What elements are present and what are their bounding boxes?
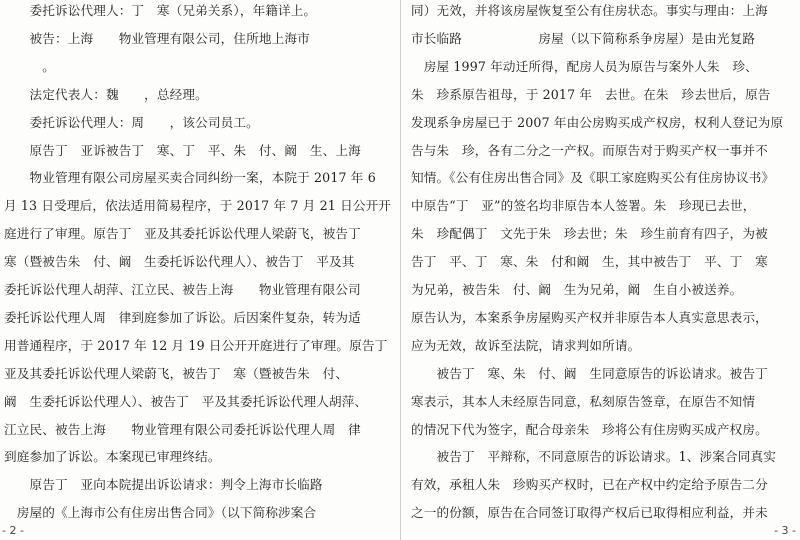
text-line: 亚及其委托诉讼代理人梁蔚飞，被告丁 寒（暨被告朱 付、 [4, 365, 349, 381]
text-line: 物业管理有限公司房屋买卖合同纠纷一案，本院于 2017 年 6 [4, 170, 376, 186]
text-line: 江立民、被告上海 物业管理有限公司委托诉讼代理人周 律 [4, 421, 361, 437]
text-line: 原告丁 亚向本院提出诉讼请求：判令上海市长临路 [4, 477, 323, 493]
text-line: 中原告“丁 亚”的签名均非原告本人签署。朱 珍现已去世， [411, 198, 756, 214]
text-line: 为兄弟，被告朱 付、阚 生为兄弟，阚 生自小被送养。 [411, 282, 743, 297]
text-line: 委托诉讼代理人：周 ，该公司员工。 [4, 114, 259, 130]
right-page-number: - 3 - [774, 524, 796, 537]
text-line: 的情况下代为签字，配合母亲朱 珍将公有住房购买成产权房。 [411, 421, 768, 437]
text-line: 庭进行了审理。原告丁 亚及其委托诉讼代理人梁蔚飞，被告丁 [4, 226, 361, 242]
text-line: 到庭参加了诉讼。本案现已审理终结。 [4, 449, 221, 465]
text-line: 之一的份额，原告在合同签订取得产权后已取得相应利益，并未 [411, 505, 768, 521]
text-line: 原告丁 亚诉被告丁 寒、丁 平、朱 付、阚 生、上海 [4, 142, 361, 158]
text-line: 原告认为，本案系争房屋购买产权并非原告本人真实意思表示， [411, 309, 768, 325]
text-line: 委托诉讼代理人周 律到庭参加了诉讼。后因案件复杂，转为适 [4, 309, 361, 325]
text-line: 市长临路 房屋（以下简称系争房屋）是由光复路 [411, 30, 756, 46]
text-line: 月 13 日受理后，依法适用简易程序，于 2017 年 7 月 21 日公开开 [4, 198, 392, 214]
text-line: 发现系争房屋已于 2007 年由公房购买成产权房，权利人登记为原 [411, 114, 784, 130]
left-page-number: - 2 - [2, 524, 24, 537]
text-line: 被告丁 平辩称，不同意原告的诉讼请求。1、涉案合同真实 [411, 449, 776, 465]
text-line: 告与朱 珍，各有二分之一产权。而原告对于购买产权一事并不 [411, 142, 768, 158]
text-line: 房屋 1997 年动迁所得，配房人员为原告与案外人朱 珍、 [411, 58, 758, 74]
text-line: 被告：上海 物业管理有限公司，住所地上海市 [4, 30, 374, 46]
text-line: 有效，承租人朱 珍购买产权时，已在产权中约定给予原告二分 [411, 477, 768, 493]
text-line: 委托诉讼代理人：丁 寒（兄弟关系），年籍详上。 [4, 3, 317, 18]
text-line: 知情。《公有住房出售合同》及《职工家庭购买公有住房协议书》 [411, 170, 775, 186]
text-line: 。 [4, 58, 55, 74]
text-line: 用普通程序，于 2017 年 12 月 19 日公开开庭进行了审理。原告丁 [4, 337, 388, 353]
text-line: 朱 珍配偶丁 文先于朱 珍去世；朱 珍生前育有四子，为被 [411, 226, 768, 242]
text-line: 法定代表人：魏 ，总经理。 [4, 86, 208, 102]
text-line: 委托诉讼代理人胡萍、江立民、被告上海 物业管理有限公司 [4, 282, 361, 297]
text-line: 房屋的《上海市公有住房出售合同》（以下简称涉案合 [4, 505, 317, 521]
text-line: 告丁 平、丁 寒、朱 付和阚 生，其中被告丁 平、丁 寒 [411, 254, 768, 270]
text-line: 阚 生委托诉讼代理人）、被告丁 平及其委托诉讼代理人胡萍、 [4, 393, 368, 409]
right-document-page [400, 0, 800, 540]
text-line: 被告丁 寒、朱 付、阚 生同意原告的诉讼请求。被告丁 [411, 365, 768, 381]
text-line: 寒（暨被告朱 付、阚 生委托诉讼代理人）、被告丁 平及其 [4, 254, 355, 270]
text-line: 应为无效，故诉至法院，请求判如所请。 [411, 337, 641, 353]
text-line: 寒表示，其本人未经原告同意，私刻原告签章，在原告不知情 [411, 393, 756, 409]
text-line: 朱 珍系原告祖母，于 2017 年 去世。在朱 珍去世后，原告 [411, 86, 771, 102]
text-line: 同）无效，并将该房屋恢复至公有住房状态。事实与理由：上海 [411, 3, 768, 18]
